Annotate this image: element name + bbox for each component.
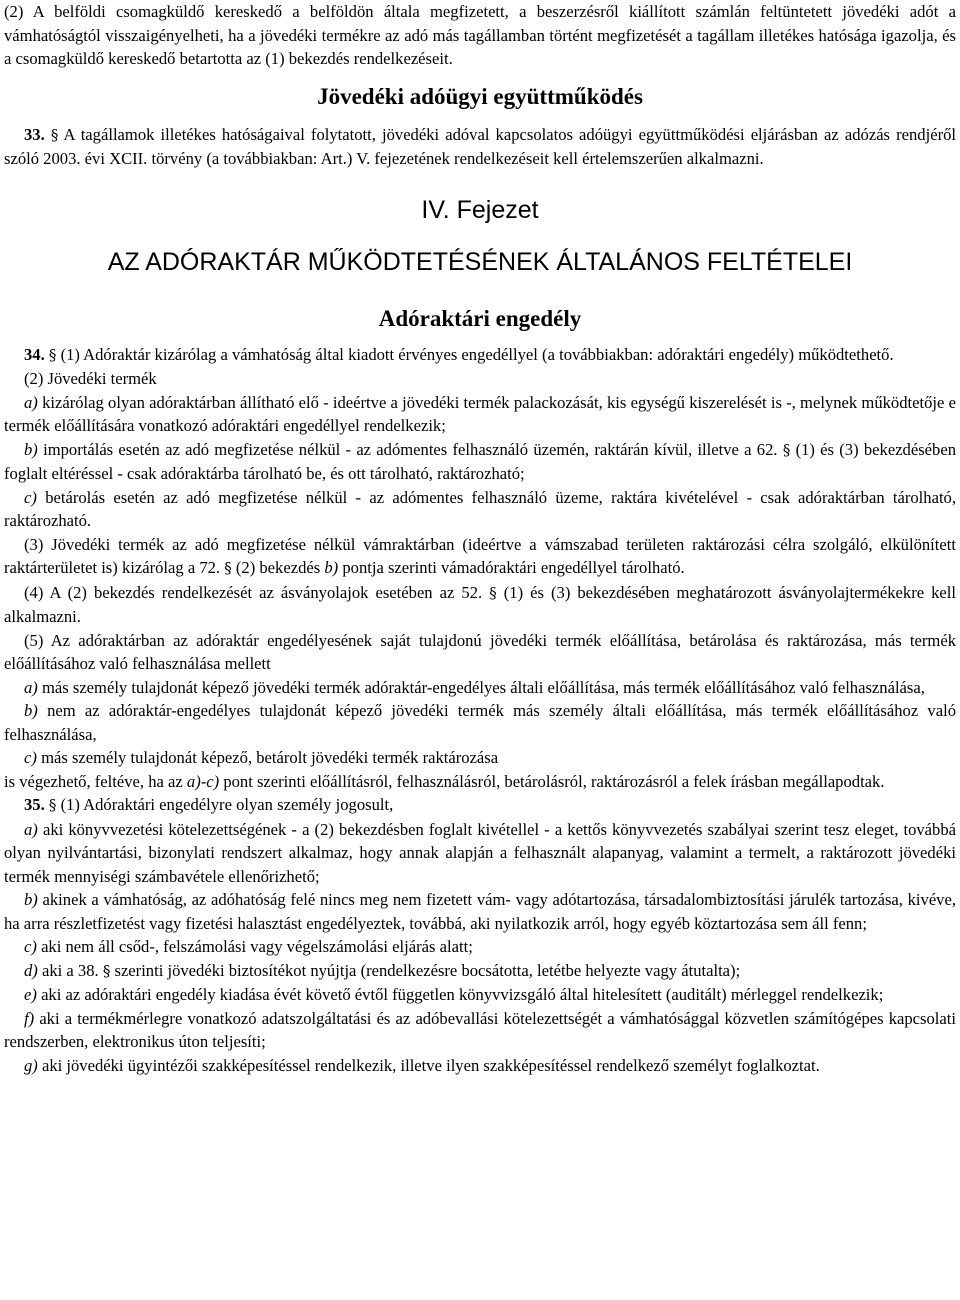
point-label: b): [24, 439, 38, 459]
paragraph-text: pontja szerinti vámadóraktári engedéllyel tárolható.: [342, 558, 685, 577]
section-34-p5-a: [4, 676, 956, 700]
paragraph-text: (2) bekezdés: [235, 558, 321, 577]
point-text: betárolás esetén az adó megfizetése nélkül - az adómentes felhasználó üzeme, raktára kivételével - csak adóraktárban tárolható, raktározható.: [4, 487, 957, 530]
point-label: a): [24, 677, 38, 697]
point-text: nem az adóraktár-engedélyes tulajdonát képező jövedéki termék más személy általi előállítása, más termék előállításához való felhasználása,: [4, 701, 956, 744]
paragraph-text: (4) A (2) bekezdés rendelkezését az ásványolajok esetében az 52.: [24, 582, 483, 602]
section-34-p5: (5) Az adóraktárban az adóraktár engedélyesének saját tulajdonú jövedéki termék előállítása, betárolása és raktározása, más termék előállításához való felhasználása mellett: [4, 630, 956, 673]
section-35-d: [4, 959, 956, 984]
point-reference: a)-c): [186, 771, 220, 791]
section-34-p5-b: [4, 699, 956, 746]
point-text: (1) és (3) bekezdésében foglalt eltéréssel - csak adóraktárba tárolható be, és ott tárolható, raktározható;: [4, 439, 956, 483]
section-34-p5-end: [4, 770, 956, 794]
section-34-p2-a: [4, 391, 956, 438]
paragraph-text: (3) Jövedéki termék az adó megfizetése nélkül vámraktárban (ideértve a vámszabad területen raktározási célra szolgáló, elkülönített raktárterületet is) kizárólag a 72.: [4, 534, 956, 577]
section-sign: §: [50, 125, 59, 144]
section-sign: §: [102, 961, 111, 980]
paragraph-text: (1) Adóraktári engedélyre olyan személy jogosult,: [60, 795, 394, 814]
paragraph-text: is végezhető, feltéve, ha az: [4, 771, 183, 791]
point-label: b): [24, 890, 38, 909]
point-text: akinek a vámhatóság, az adóhatóság felé nincs meg nem fizetett vám- vagy adótartozása, társadalombiztosítási járulék tartozása, kivéve, ha arra részletfizetést vagy fizetési halasztást engedélyeztek, továbbá, aki nyilatkozik arról, hogy egyéb köztartozása sem áll fenn;: [4, 890, 956, 933]
section-34-p1: [4, 343, 956, 368]
point-text: aki jövedéki ügyintézői szakképesítéssel rendelkezik, illetve ilyen szakképesítéssel rendelkező személyt foglalkoztat.: [41, 1055, 820, 1075]
section-34-p2-c: [4, 486, 956, 533]
section-35-a: [4, 818, 956, 889]
point-label: a): [24, 819, 38, 839]
section-sign: §: [224, 559, 232, 577]
section-35-f: [4, 1007, 956, 1054]
point-label: c): [24, 937, 37, 956]
point-label: b): [324, 558, 339, 577]
point-label: c): [24, 748, 37, 767]
section-sign: §: [489, 583, 497, 602]
section-35-g: [4, 1054, 956, 1078]
section-number: 34.: [24, 344, 45, 364]
point-label: b): [24, 701, 38, 720]
point-text: aki az adóraktári engedély kiadása évét követő évtől független könyvvizsgáló által hitelesített (auditált) mérleggel rendelkezik;: [41, 985, 884, 1004]
point-text: aki nem áll csőd-, felszámolási vagy végelszámolási eljárás alatt;: [41, 937, 473, 956]
section-35-p1: [4, 793, 956, 818]
section-33-text: A tagállamok illetékes hatóságaival folytatott, jövedéki adóval kapcsolatos adóügyi együttműködési eljárásban az adózás rendjéről szóló 2003. évi XCII. törvény (a továbbiakban: Art.) V. fejezetének rendelkezéseit kell értelemszerűen alkalmazni.: [4, 124, 956, 168]
section-sign: §: [48, 345, 57, 364]
point-label: a): [24, 392, 38, 412]
section-heading-cooperation: Jövedéki adóügyi együttműködés: [317, 83, 643, 109]
point-label: e): [24, 985, 37, 1004]
paragraph-text: pont szerinti előállításról, felhasználásról, betárolásról, raktározásról a felek írásban megállapodtak.: [223, 771, 885, 791]
point-label: f): [24, 1008, 35, 1028]
point-text: importálás esetén az adó megfizetése nélkül - az adómentes felhasználó üzemén, raktárán kívül, illetve a 62.: [43, 439, 778, 459]
point-text: aki a termékmérlegre vonatkozó adatszolgáltatási és az adóbevallási kötelezettségét a vámhatósággal közvetlen számítógépes kapcsolati rendszerben, elektronikus úton teljesíti;: [4, 1008, 956, 1051]
section-34-p5-c: [4, 746, 956, 770]
section-sign: §: [782, 440, 791, 459]
point-label: d): [24, 960, 38, 980]
point-text: más személy tulajdonát képező, betárolt jövedéki termék raktározása: [41, 748, 499, 767]
point-text: aki könyvvezetési kötelezettségének - a (2) bekezdésben foglalt kivétellel - a kettős könyvvezetés szabályai szerint tesz eleget, továbbá olyan nyilvántartási, bizonylati rendszert alkalmaz, hogy annak alapján a felhasznált alapanyag, valamint a termelt, a raktározott jövedéki termék mennyiségi számbavétele ellenőrizhető;: [4, 819, 956, 886]
section-34-p3: [4, 533, 956, 581]
paragraph-text: (1) és (3) bekezdésében meghatározott ásványolajtermékekre kell alkalmazni.: [4, 582, 956, 626]
section-34-p2-b: [4, 438, 956, 486]
point-label: c): [24, 487, 37, 507]
section-34-p4: [4, 581, 956, 629]
section-number: 33.: [24, 124, 45, 144]
point-text: aki a 38.: [41, 960, 99, 980]
section-34-p1-text: (1) Adóraktár kizárólag a vámhatóság által kiadott érvényes engedéllyel (a továbbiakban: adóraktári engedély) működtethető.: [60, 344, 894, 364]
section-number: 35.: [24, 795, 45, 814]
point-text: kizárólag olyan adóraktárban állítható elő - ideértve a jövedéki termék palackozását, kis egységű kiszerelését is -, melynek működtetője e termék előállítására vonatkozó adóraktári engedéllyel rendelkezik;: [4, 392, 956, 435]
point-text: más személy tulajdonát képező jövedéki termék adóraktár-engedélyes általi előállítása, más termék előállításához való felhasználása,: [41, 677, 925, 697]
point-text: szerinti jövedéki biztosítékot nyújtja (rendelkezésre bocsátotta, letétbe helyezte vagy átutalta);: [114, 960, 741, 980]
paragraph-continued: (2) A belföldi csomagküldő kereskedő a belföldön általa megfizetett, a beszerzésről kiállított számlán feltüntetett jövedéki adót a vámhatóságtól visszaigényelheti, ha a jövedéki termékre az adó más tagállamban történt megfizetését a tagállam illetékes hatósága igazolja, és a csomagküldő kereskedő betartotta az (1) bekezdés rendelkezéseit.: [4, 2, 956, 68]
section-35-e: [4, 983, 956, 1007]
chapter-title: AZ ADÓRAKTÁR MŰKÖDTETÉSÉNEK ÁLTALÁNOS FELTÉTELEI: [107, 247, 853, 276]
section-sign: §: [48, 796, 57, 814]
section-33: [4, 123, 956, 171]
section-34-p2: (2) Jövedéki termék: [24, 369, 157, 388]
section-heading-permit: Adóraktári engedély: [378, 305, 582, 331]
section-35-c: [4, 935, 956, 959]
section-35-b: [4, 888, 956, 935]
point-label: g): [24, 1055, 38, 1075]
chapter-number: IV. Fejezet: [421, 195, 539, 224]
